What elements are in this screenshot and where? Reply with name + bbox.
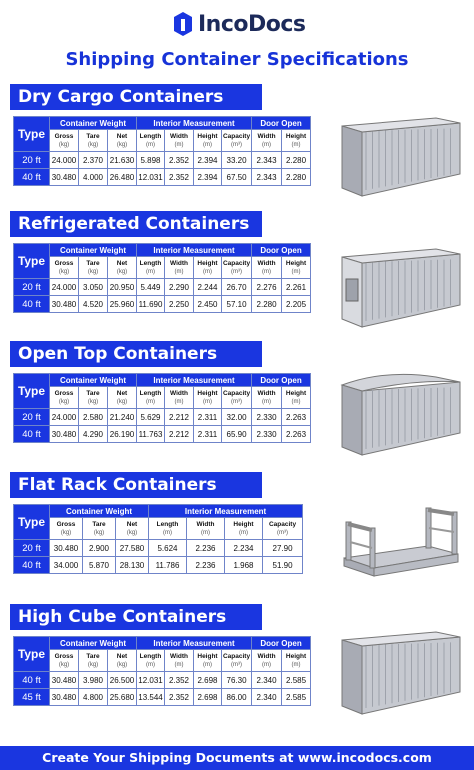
section-dry-cargo <box>0 84 474 210</box>
cell-tare: 4.000 <box>79 169 108 186</box>
footer-cta[interactable]: Create Your Shipping Documents at www.incodocs.com <box>0 746 474 770</box>
cell-door-height: 2.585 <box>282 672 311 689</box>
cell-length: 11.690 <box>137 296 165 313</box>
capacity-header-unit: (m³) <box>231 268 243 275</box>
cell-tare: 2.580 <box>79 409 108 426</box>
cell-width: 2.212 <box>165 426 194 443</box>
gross-header <box>50 130 79 152</box>
capacity-header-label: Capacity <box>222 389 251 397</box>
door-height-header-label: Height <box>285 259 307 267</box>
height-header <box>194 387 222 409</box>
net-header-label: Net <box>116 389 128 397</box>
net-header-label: Net <box>116 652 128 660</box>
cell-width: 2.290 <box>165 279 194 296</box>
row-type: 45 ft <box>14 689 50 706</box>
gross-header-label: Gross <box>54 132 74 140</box>
width-header <box>165 257 194 279</box>
cell-height: 2.450 <box>194 296 222 313</box>
height-header-label: Height <box>197 132 218 140</box>
spec-table <box>13 504 303 574</box>
cell-gross: 30.480 <box>50 169 79 186</box>
high-cube-container-picture <box>336 626 466 721</box>
cell-length: 5.449 <box>137 279 165 296</box>
cell-height: 2.698 <box>194 689 222 706</box>
type-header: Type <box>14 505 50 540</box>
cell-length: 5.624 <box>149 540 187 557</box>
interior-measurement-header: Interior Measurement <box>137 637 252 650</box>
cell-tare: 4.800 <box>79 689 108 706</box>
cell-capacity: 27.90 <box>263 540 303 557</box>
interior-measurement-header: Interior Measurement <box>137 117 252 130</box>
cell-width: 2.212 <box>165 409 194 426</box>
table-row <box>14 296 311 313</box>
door-height-header-unit: (m) <box>291 398 301 405</box>
cell-width: 2.352 <box>165 169 194 186</box>
width-header-unit: (m) <box>201 529 210 536</box>
cell-length: 13.544 <box>137 689 165 706</box>
row-type: 40 ft <box>14 557 50 574</box>
cell-gross: 24.000 <box>50 279 79 296</box>
cell-net: 26.480 <box>108 169 137 186</box>
cell-capacity: 86.00 <box>222 689 252 706</box>
cell-tare: 3.050 <box>79 279 108 296</box>
container-image <box>336 239 466 339</box>
row-type: 20 ft <box>14 279 50 296</box>
cell-door-height: 2.280 <box>282 169 311 186</box>
page-title: Shipping Container Specifications <box>65 49 409 70</box>
section-open-top <box>0 341 474 467</box>
brand-logo <box>172 10 306 38</box>
cell-door-height: 2.263 <box>282 426 311 443</box>
tare-header <box>79 257 108 279</box>
cell-length: 12.031 <box>137 672 165 689</box>
cell-net: 20.950 <box>108 279 137 296</box>
cell-width: 2.352 <box>165 152 194 169</box>
gross-header <box>50 387 79 409</box>
cell-net: 21.240 <box>108 409 137 426</box>
table-row <box>14 426 311 443</box>
capacity-header <box>222 650 252 672</box>
width-header-label: Width <box>170 652 188 660</box>
door-width-header-unit: (m) <box>262 141 272 148</box>
height-header-label: Height <box>233 520 254 528</box>
cell-tare: 2.370 <box>79 152 108 169</box>
door-width-header <box>252 257 282 279</box>
length-header-label: Length <box>139 389 162 397</box>
cell-gross: 30.480 <box>50 672 79 689</box>
door-width-header-label: Width <box>257 132 276 140</box>
cell-capacity: 32.00 <box>222 409 252 426</box>
height-header-label: Height <box>197 389 218 397</box>
cell-door-width: 2.343 <box>252 152 282 169</box>
gross-header <box>50 257 79 279</box>
cell-net: 26.190 <box>108 426 137 443</box>
door-height-header <box>282 130 311 152</box>
cell-tare: 5.870 <box>83 557 116 574</box>
height-header <box>194 257 222 279</box>
capacity-header <box>222 130 252 152</box>
cell-width: 2.352 <box>165 672 194 689</box>
length-header-label: Length <box>139 652 162 660</box>
length-header-unit: (m) <box>163 529 172 536</box>
gross-header-unit: (kg) <box>60 529 72 536</box>
net-header <box>116 518 149 540</box>
cell-height: 2.394 <box>194 152 222 169</box>
gross-header-label: Gross <box>54 652 74 660</box>
row-type: 40 ft <box>14 296 50 313</box>
width-header-unit: (m) <box>174 268 184 275</box>
tare-header <box>79 130 108 152</box>
spec-table <box>13 116 311 186</box>
table-row <box>14 672 311 689</box>
door-width-header-unit: (m) <box>262 661 272 668</box>
cell-door-width: 2.276 <box>252 279 282 296</box>
gross-header-unit: (kg) <box>58 661 70 668</box>
door-height-header <box>282 650 311 672</box>
door-open-header: Door Open <box>252 117 311 130</box>
cell-tare: 4.520 <box>79 296 108 313</box>
cell-net: 25.960 <box>108 296 137 313</box>
length-header <box>137 257 165 279</box>
door-height-header-label: Height <box>285 389 307 397</box>
spec-table <box>13 243 311 313</box>
type-header: Type <box>14 244 50 279</box>
net-header-label: Net <box>126 520 138 528</box>
length-header <box>137 130 165 152</box>
net-header <box>108 387 137 409</box>
door-width-header <box>252 387 282 409</box>
cell-tare: 3.980 <box>79 672 108 689</box>
cell-door-width: 2.340 <box>252 689 282 706</box>
cell-height: 2.244 <box>194 279 222 296</box>
cell-door-height: 2.263 <box>282 409 311 426</box>
length-header-unit: (m) <box>146 398 155 405</box>
door-height-header <box>282 387 311 409</box>
height-header-unit: (m) <box>203 398 212 405</box>
capacity-header <box>222 257 252 279</box>
cell-length: 12.031 <box>137 169 165 186</box>
cell-door-width: 2.343 <box>252 169 282 186</box>
door-width-header-unit: (m) <box>262 268 272 275</box>
cell-capacity: 57.10 <box>222 296 252 313</box>
cell-height: 2.234 <box>225 540 263 557</box>
door-width-header <box>252 130 282 152</box>
interior-measurement-header: Interior Measurement <box>137 244 252 257</box>
cell-gross: 30.480 <box>50 540 83 557</box>
length-header <box>137 387 165 409</box>
cell-width: 2.236 <box>187 557 225 574</box>
type-header: Type <box>14 374 50 409</box>
cell-capacity: 51.90 <box>263 557 303 574</box>
door-height-header-label: Height <box>285 132 307 140</box>
height-header-unit: (m) <box>239 529 248 536</box>
width-header-label: Width <box>170 389 188 397</box>
gross-header-unit: (kg) <box>58 268 70 275</box>
row-type: 40 ft <box>14 169 50 186</box>
width-header-label: Width <box>170 259 188 267</box>
length-header-label: Length <box>139 259 162 267</box>
door-width-header-label: Width <box>257 652 276 660</box>
door-height-header-unit: (m) <box>291 661 301 668</box>
cell-gross: 30.480 <box>50 296 79 313</box>
table-row <box>14 557 303 574</box>
cell-length: 11.786 <box>149 557 187 574</box>
net-header-unit: (kg) <box>116 661 128 668</box>
cell-door-height: 2.261 <box>282 279 311 296</box>
capacity-header-label: Capacity <box>222 259 251 267</box>
width-header <box>165 387 194 409</box>
cell-width: 2.236 <box>187 540 225 557</box>
tare-header-unit: (kg) <box>87 398 99 405</box>
cell-door-width: 2.330 <box>252 409 282 426</box>
cell-net: 21.630 <box>108 152 137 169</box>
cell-door-width: 2.340 <box>252 672 282 689</box>
tare-header-label: Tare <box>92 520 106 528</box>
cell-length: 5.898 <box>137 152 165 169</box>
container-image <box>336 626 466 726</box>
net-header <box>108 650 137 672</box>
spec-table <box>13 373 311 443</box>
length-header-unit: (m) <box>146 141 155 148</box>
capacity-header-unit: (m³) <box>231 141 243 148</box>
cell-height: 2.394 <box>194 169 222 186</box>
tare-header-label: Tare <box>86 259 100 267</box>
container-weight-header: Container Weight <box>50 505 149 518</box>
section-title: High Cube Containers <box>10 604 262 630</box>
net-header-label: Net <box>116 132 128 140</box>
cell-width: 2.250 <box>165 296 194 313</box>
length-header <box>137 650 165 672</box>
cell-net: 26.500 <box>108 672 137 689</box>
row-type: 40 ft <box>14 672 50 689</box>
gross-header <box>50 518 83 540</box>
table-row <box>14 169 311 186</box>
net-header-unit: (kg) <box>126 529 138 536</box>
cell-width: 2.352 <box>165 689 194 706</box>
door-height-header-unit: (m) <box>291 268 301 275</box>
cell-tare: 2.900 <box>83 540 116 557</box>
net-header-unit: (kg) <box>116 268 128 275</box>
cell-door-height: 2.280 <box>282 152 311 169</box>
refrigerated-container-picture <box>336 239 466 334</box>
width-header-label: Width <box>196 520 215 528</box>
cell-capacity: 67.50 <box>222 169 252 186</box>
height-header <box>225 518 263 540</box>
table-row <box>14 409 311 426</box>
section-title: Flat Rack Containers <box>10 472 262 498</box>
tare-header-unit: (kg) <box>87 141 99 148</box>
container-weight-header: Container Weight <box>50 244 137 257</box>
open-top-container-picture <box>336 367 466 462</box>
section-title: Dry Cargo Containers <box>10 84 262 110</box>
cell-capacity: 26.70 <box>222 279 252 296</box>
dry-cargo-container-picture <box>336 108 466 203</box>
door-open-header: Door Open <box>252 374 311 387</box>
table-row <box>14 689 311 706</box>
tare-header-label: Tare <box>86 389 100 397</box>
cell-door-height: 2.205 <box>282 296 311 313</box>
brand-name: IncoDocs <box>198 11 306 37</box>
door-open-header: Door Open <box>252 637 311 650</box>
height-header-unit: (m) <box>203 141 212 148</box>
length-header-label: Length <box>156 520 179 528</box>
tare-header <box>79 650 108 672</box>
container-weight-header: Container Weight <box>50 637 137 650</box>
cell-net: 27.580 <box>116 540 149 557</box>
gross-header-unit: (kg) <box>58 141 70 148</box>
height-header-label: Height <box>197 259 218 267</box>
interior-measurement-header: Interior Measurement <box>149 505 303 518</box>
cell-height: 2.311 <box>194 409 222 426</box>
capacity-header-label: Capacity <box>268 520 297 528</box>
section-refrigerated <box>0 211 474 337</box>
capacity-header-unit: (m³) <box>231 661 243 668</box>
container-weight-header: Container Weight <box>50 374 137 387</box>
cell-length: 11.763 <box>137 426 165 443</box>
cell-height: 2.698 <box>194 672 222 689</box>
capacity-header-label: Capacity <box>222 652 251 660</box>
section-flat-rack <box>0 472 474 598</box>
height-header <box>194 650 222 672</box>
header <box>0 0 474 80</box>
width-header-unit: (m) <box>174 141 184 148</box>
net-header <box>108 257 137 279</box>
length-header-label: Length <box>139 132 162 140</box>
cell-gross: 34.000 <box>50 557 83 574</box>
capacity-header <box>222 387 252 409</box>
width-header <box>165 650 194 672</box>
gross-header-unit: (kg) <box>58 398 70 405</box>
cell-door-width: 2.280 <box>252 296 282 313</box>
flat-rack-container-picture <box>336 496 466 591</box>
section-title: Open Top Containers <box>10 341 262 367</box>
capacity-header <box>263 518 303 540</box>
cell-door-height: 2.585 <box>282 689 311 706</box>
length-header-unit: (m) <box>146 661 155 668</box>
cell-gross: 30.480 <box>50 426 79 443</box>
length-header-unit: (m) <box>146 268 155 275</box>
length-header <box>149 518 187 540</box>
cell-height: 1.968 <box>225 557 263 574</box>
net-header-unit: (kg) <box>116 398 128 405</box>
cell-capacity: 33.20 <box>222 152 252 169</box>
section-title: Refrigerated Containers <box>10 211 262 237</box>
tare-header-label: Tare <box>86 132 100 140</box>
row-type: 20 ft <box>14 409 50 426</box>
table-row <box>14 152 311 169</box>
tare-header <box>83 518 116 540</box>
height-header-unit: (m) <box>203 268 212 275</box>
table-row <box>14 540 303 557</box>
net-header <box>108 130 137 152</box>
capacity-header-label: Capacity <box>222 132 251 140</box>
door-height-header-unit: (m) <box>291 141 301 148</box>
cell-tare: 4.290 <box>79 426 108 443</box>
width-header-unit: (m) <box>174 398 184 405</box>
cell-net: 28.130 <box>116 557 149 574</box>
width-header-unit: (m) <box>174 661 184 668</box>
capacity-header-unit: (m³) <box>277 529 289 536</box>
table-row <box>14 279 311 296</box>
net-header-unit: (kg) <box>116 141 128 148</box>
width-header <box>187 518 225 540</box>
gross-header-label: Gross <box>54 389 74 397</box>
type-header: Type <box>14 117 50 152</box>
container-image <box>336 496 466 596</box>
width-header-label: Width <box>170 132 188 140</box>
container-weight-header: Container Weight <box>50 117 137 130</box>
tare-header <box>79 387 108 409</box>
gross-header <box>50 650 79 672</box>
cell-net: 25.680 <box>108 689 137 706</box>
height-header-unit: (m) <box>203 661 212 668</box>
interior-measurement-header: Interior Measurement <box>137 374 252 387</box>
container-image <box>336 367 466 467</box>
row-type: 40 ft <box>14 426 50 443</box>
type-header: Type <box>14 637 50 672</box>
cell-gross: 24.000 <box>50 152 79 169</box>
door-height-header-label: Height <box>285 652 307 660</box>
height-header-label: Height <box>197 652 218 660</box>
door-width-header-unit: (m) <box>262 398 272 405</box>
door-height-header <box>282 257 311 279</box>
door-width-header <box>252 650 282 672</box>
door-width-header-label: Width <box>257 389 276 397</box>
tare-header-unit: (kg) <box>87 268 99 275</box>
cell-door-width: 2.330 <box>252 426 282 443</box>
tare-header-unit: (kg) <box>87 661 99 668</box>
cell-capacity: 65.90 <box>222 426 252 443</box>
gross-header-label: Gross <box>56 520 76 528</box>
cell-gross: 24.000 <box>50 409 79 426</box>
cell-height: 2.311 <box>194 426 222 443</box>
incodocs-logo-icon <box>172 11 194 37</box>
door-open-header: Door Open <box>252 244 311 257</box>
cell-length: 5.629 <box>137 409 165 426</box>
section-high-cube <box>0 604 474 730</box>
row-type: 20 ft <box>14 540 50 557</box>
cell-gross: 30.480 <box>50 689 79 706</box>
spec-table <box>13 636 311 706</box>
gross-header-label: Gross <box>54 259 74 267</box>
capacity-header-unit: (m³) <box>231 398 243 405</box>
net-header-label: Net <box>116 259 128 267</box>
door-width-header-label: Width <box>257 259 276 267</box>
width-header <box>165 130 194 152</box>
row-type: 20 ft <box>14 152 50 169</box>
height-header <box>194 130 222 152</box>
tare-header-unit: (kg) <box>93 529 105 536</box>
container-image <box>336 108 466 208</box>
cell-capacity: 76.30 <box>222 672 252 689</box>
tare-header-label: Tare <box>86 652 100 660</box>
